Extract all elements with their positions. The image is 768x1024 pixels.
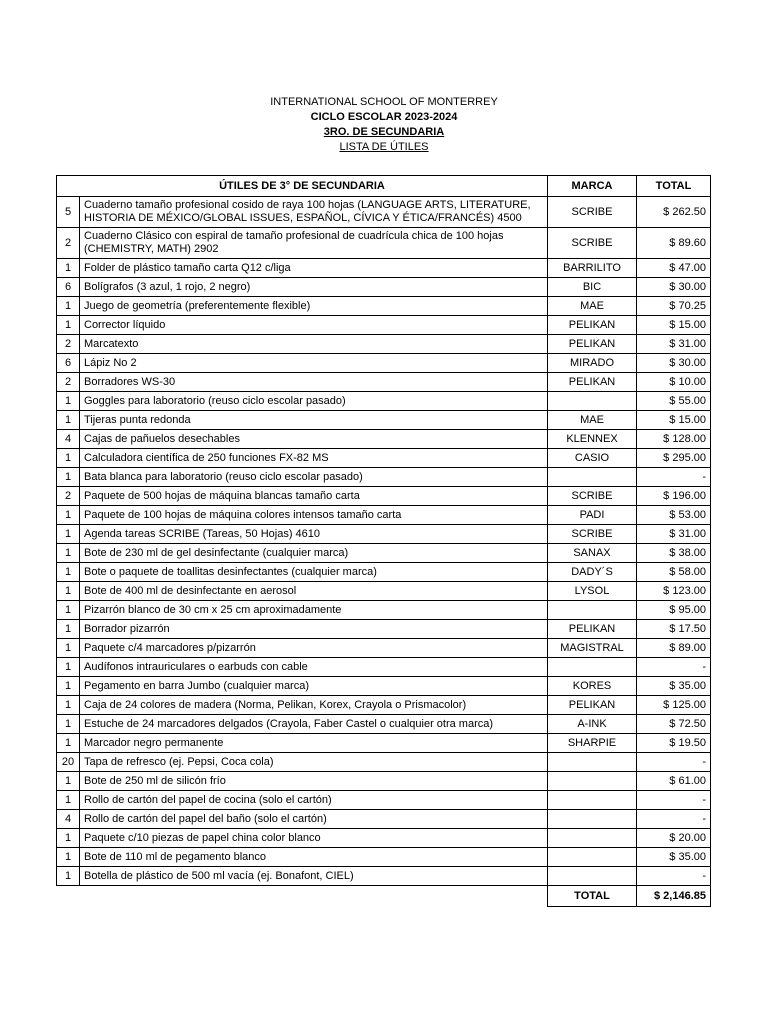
item-total: $ 89.00 xyxy=(637,639,711,658)
item-brand xyxy=(548,829,637,848)
item-description: Borrador pizarrón xyxy=(80,620,548,639)
item-description: Folder de plástico tamaño carta Q12 c/liga xyxy=(80,259,548,278)
table-row xyxy=(57,335,711,354)
item-quantity: 1 xyxy=(57,867,80,886)
table-header-row xyxy=(57,176,711,197)
item-quantity: 5 xyxy=(57,197,80,228)
item-quantity: 1 xyxy=(57,791,80,810)
item-quantity: 1 xyxy=(57,658,80,677)
table-row xyxy=(57,848,711,867)
item-total: $ 31.00 xyxy=(637,525,711,544)
total-row-spacer xyxy=(57,886,80,907)
item-brand: LYSOL xyxy=(548,582,637,601)
item-description: Rollo de cartón del papel de cocina (solo el cartón) xyxy=(80,791,548,810)
item-brand: SCRIBE xyxy=(548,197,637,228)
item-brand: SHARPIE xyxy=(548,734,637,753)
item-quantity: 1 xyxy=(57,829,80,848)
item-brand xyxy=(548,392,637,411)
item-brand: A-INK xyxy=(548,715,637,734)
table-row xyxy=(57,677,711,696)
item-total: $ 61.00 xyxy=(637,772,711,791)
item-description: Paquete c/4 marcadores p/pizarrón xyxy=(80,639,548,658)
item-total: $ 31.00 xyxy=(637,335,711,354)
item-total: $ 38.00 xyxy=(637,544,711,563)
item-total: $ 123.00 xyxy=(637,582,711,601)
table-row xyxy=(57,525,711,544)
item-description: Tapa de refresco (ej. Pepsi, Coca cola) xyxy=(80,753,548,772)
item-quantity: 1 xyxy=(57,715,80,734)
table-row xyxy=(57,487,711,506)
item-quantity: 1 xyxy=(57,696,80,715)
item-description: Bata blanca para laboratorio (reuso ciclo escolar pasado) xyxy=(80,468,548,487)
list-title: LISTA DE ÚTILES xyxy=(339,141,429,153)
item-description: Bote o paquete de toallitas desinfectantes (cualquier marca) xyxy=(80,563,548,582)
table-row xyxy=(57,544,711,563)
table-row xyxy=(57,506,711,525)
item-quantity: 1 xyxy=(57,563,80,582)
item-total: - xyxy=(637,468,711,487)
item-brand: MAGISTRAL xyxy=(548,639,637,658)
item-quantity: 2 xyxy=(57,228,80,259)
item-quantity: 1 xyxy=(57,506,80,525)
item-quantity: 2 xyxy=(57,487,80,506)
item-quantity: 4 xyxy=(57,430,80,449)
item-description: Paquete de 500 hojas de máquina blancas tamaño carta xyxy=(80,487,548,506)
item-quantity: 1 xyxy=(57,677,80,696)
item-description: Paquete de 100 hojas de máquina colores intensos tamaño carta xyxy=(80,506,548,525)
table-row xyxy=(57,392,711,411)
item-brand: PELIKAN xyxy=(548,696,637,715)
table-row xyxy=(57,316,711,335)
column-header-brand: MARCA xyxy=(548,176,637,197)
item-description: Corrector líquido xyxy=(80,316,548,335)
item-total: - xyxy=(637,791,711,810)
item-brand xyxy=(548,791,637,810)
table-row xyxy=(57,601,711,620)
item-total: $ 15.00 xyxy=(637,411,711,430)
item-brand: PELIKAN xyxy=(548,316,637,335)
item-total: $ 10.00 xyxy=(637,373,711,392)
item-description: Borradores WS-30 xyxy=(80,373,548,392)
table-row xyxy=(57,411,711,430)
table-row xyxy=(57,734,711,753)
item-quantity: 20 xyxy=(57,753,80,772)
item-description: Marcador negro permanente xyxy=(80,734,548,753)
table-row xyxy=(57,639,711,658)
item-total: $ 295.00 xyxy=(637,449,711,468)
item-quantity: 4 xyxy=(57,810,80,829)
item-brand: SCRIBE xyxy=(548,487,637,506)
item-description: Estuche de 24 marcadores delgados (Crayola, Faber Castel o cualquier otra marca) xyxy=(80,715,548,734)
table-row xyxy=(57,696,711,715)
item-brand: CASIO xyxy=(548,449,637,468)
item-total: $ 128.00 xyxy=(637,430,711,449)
table-row xyxy=(57,563,711,582)
table-row xyxy=(57,810,711,829)
table-row xyxy=(57,278,711,297)
item-total: $ 35.00 xyxy=(637,848,711,867)
item-total: $ 196.00 xyxy=(637,487,711,506)
item-total: - xyxy=(637,867,711,886)
table-row xyxy=(57,430,711,449)
item-description: Cajas de pañuelos desechables xyxy=(80,430,548,449)
item-brand: SCRIBE xyxy=(548,228,637,259)
item-quantity: 1 xyxy=(57,544,80,563)
item-description: Lápiz No 2 xyxy=(80,354,548,373)
item-description: Cuaderno Clásico con espiral de tamaño profesional de cuadrícula chica de 100 hojas (CHEMISTRY, MATH) 2902 xyxy=(80,228,548,259)
item-description: Marcatexto xyxy=(80,335,548,354)
grade-title: 3RO. DE SECUNDARIA xyxy=(323,126,445,138)
item-quantity: 1 xyxy=(57,734,80,753)
table-row xyxy=(57,449,711,468)
item-description: Goggles para laboratorio (reuso ciclo escolar pasado) xyxy=(80,392,548,411)
item-quantity: 6 xyxy=(57,278,80,297)
item-brand xyxy=(548,810,637,829)
total-value: $ 2,146.85 xyxy=(637,886,711,907)
table-row xyxy=(57,354,711,373)
table-row xyxy=(57,829,711,848)
item-total: $ 125.00 xyxy=(637,696,711,715)
item-quantity: 1 xyxy=(57,601,80,620)
item-total: $ 53.00 xyxy=(637,506,711,525)
table-row xyxy=(57,468,711,487)
item-description: Audífonos intrauriculares o earbuds con cable xyxy=(80,658,548,677)
item-total: $ 20.00 xyxy=(637,829,711,848)
item-total: $ 262.50 xyxy=(637,197,711,228)
item-brand xyxy=(548,468,637,487)
table-row xyxy=(57,620,711,639)
table-row xyxy=(57,197,711,228)
item-quantity: 2 xyxy=(57,373,80,392)
item-total: $ 89.60 xyxy=(637,228,711,259)
item-description: Bote de 400 ml de desinfectante en aerosol xyxy=(80,582,548,601)
item-brand xyxy=(548,848,637,867)
item-brand: PADI xyxy=(548,506,637,525)
item-brand: KLENNEX xyxy=(548,430,637,449)
item-brand xyxy=(548,772,637,791)
item-brand: SANAX xyxy=(548,544,637,563)
item-quantity: 6 xyxy=(57,354,80,373)
total-row xyxy=(57,886,711,907)
item-total: $ 30.00 xyxy=(637,354,711,373)
table-row xyxy=(57,772,711,791)
item-total: $ 95.00 xyxy=(637,601,711,620)
item-total: - xyxy=(637,658,711,677)
table-row xyxy=(57,791,711,810)
item-brand: MAE xyxy=(548,411,637,430)
item-quantity: 1 xyxy=(57,582,80,601)
item-quantity: 1 xyxy=(57,392,80,411)
item-quantity: 1 xyxy=(57,639,80,658)
item-brand xyxy=(548,658,637,677)
item-total: $ 72.50 xyxy=(637,715,711,734)
item-total: $ 58.00 xyxy=(637,563,711,582)
column-header-items: ÚTILES DE 3° DE SECUNDARIA xyxy=(57,176,548,197)
item-brand: MIRADO xyxy=(548,354,637,373)
table-row xyxy=(57,658,711,677)
supplies-table xyxy=(56,175,711,907)
item-quantity: 1 xyxy=(57,848,80,867)
item-total: $ 35.00 xyxy=(637,677,711,696)
table-row xyxy=(57,582,711,601)
total-label: TOTAL xyxy=(548,886,637,907)
item-description: Bote de 250 ml de silicón frío xyxy=(80,772,548,791)
item-total: $ 55.00 xyxy=(637,392,711,411)
item-description: Juego de geometría (preferentemente flexible) xyxy=(80,297,548,316)
item-description: Pizarrón blanco de 30 cm x 25 cm aproximadamente xyxy=(80,601,548,620)
item-total: $ 30.00 xyxy=(637,278,711,297)
item-description: Caja de 24 colores de madera (Norma, Pelikan, Korex, Crayola o Prismacolor) xyxy=(80,696,548,715)
item-total: $ 70.25 xyxy=(637,297,711,316)
table-row xyxy=(57,715,711,734)
item-quantity: 1 xyxy=(57,620,80,639)
table-row xyxy=(57,867,711,886)
item-brand: PELIKAN xyxy=(548,335,637,354)
item-total: - xyxy=(637,753,711,772)
item-brand: PELIKAN xyxy=(548,620,637,639)
item-total: - xyxy=(637,810,711,829)
item-brand: KORES xyxy=(548,677,637,696)
item-description: Calculadora científica de 250 funciones FX-82 MS xyxy=(80,449,548,468)
item-description: Agenda tareas SCRIBE (Tareas, 50 Hojas) 4610 xyxy=(80,525,548,544)
table-row xyxy=(57,753,711,772)
item-quantity: 1 xyxy=(57,411,80,430)
item-description: Botella de plástico de 500 ml vacía (ej. Bonafont, CIEL) xyxy=(80,867,548,886)
item-total: $ 47.00 xyxy=(637,259,711,278)
document-header xyxy=(0,95,768,155)
item-brand xyxy=(548,867,637,886)
item-total: $ 15.00 xyxy=(637,316,711,335)
total-row-spacer xyxy=(80,886,548,907)
item-description: Tijeras punta redonda xyxy=(80,411,548,430)
item-quantity: 2 xyxy=(57,335,80,354)
table-row xyxy=(57,259,711,278)
item-total: $ 19.50 xyxy=(637,734,711,753)
item-description: Bote de 230 ml de gel desinfectante (cualquier marca) xyxy=(80,544,548,563)
item-brand: BIC xyxy=(548,278,637,297)
item-quantity: 1 xyxy=(57,468,80,487)
item-brand: SCRIBE xyxy=(548,525,637,544)
item-brand xyxy=(548,753,637,772)
item-description: Bolígrafos (3 azul, 1 rojo, 2 negro) xyxy=(80,278,548,297)
table-row xyxy=(57,228,711,259)
item-description: Paquete c/10 piezas de papel china color blanco xyxy=(80,829,548,848)
item-description: Bote de 110 ml de pegamento blanco xyxy=(80,848,548,867)
item-brand: MAE xyxy=(548,297,637,316)
item-quantity: 1 xyxy=(57,772,80,791)
item-description: Rollo de cartón del papel del baño (solo el cartón) xyxy=(80,810,548,829)
table-row xyxy=(57,297,711,316)
item-quantity: 1 xyxy=(57,525,80,544)
item-quantity: 1 xyxy=(57,449,80,468)
item-brand xyxy=(548,601,637,620)
item-brand: BARRILITO xyxy=(548,259,637,278)
item-total: $ 17.50 xyxy=(637,620,711,639)
school-name: INTERNATIONAL SCHOOL OF MONTERREY xyxy=(270,96,498,108)
school-cycle: CICLO ESCOLAR 2023-2024 xyxy=(310,111,458,123)
item-quantity: 1 xyxy=(57,297,80,316)
item-quantity: 1 xyxy=(57,316,80,335)
table-row xyxy=(57,373,711,392)
item-quantity: 1 xyxy=(57,259,80,278)
item-brand: DADY´S xyxy=(548,563,637,582)
item-brand: PELIKAN xyxy=(548,373,637,392)
item-description: Pegamento en barra Jumbo (cualquier marca) xyxy=(80,677,548,696)
item-description: Cuaderno tamaño profesional cosido de raya 100 hojas (LANGUAGE ARTS, LITERATURE, HISTORIA DE MÉXICO/GLOBAL ISSUES, ESPAÑOL, CÍVICA Y ÉTICA/FRANCÉS) 4500 xyxy=(80,197,548,228)
column-header-total: TOTAL xyxy=(637,176,711,197)
